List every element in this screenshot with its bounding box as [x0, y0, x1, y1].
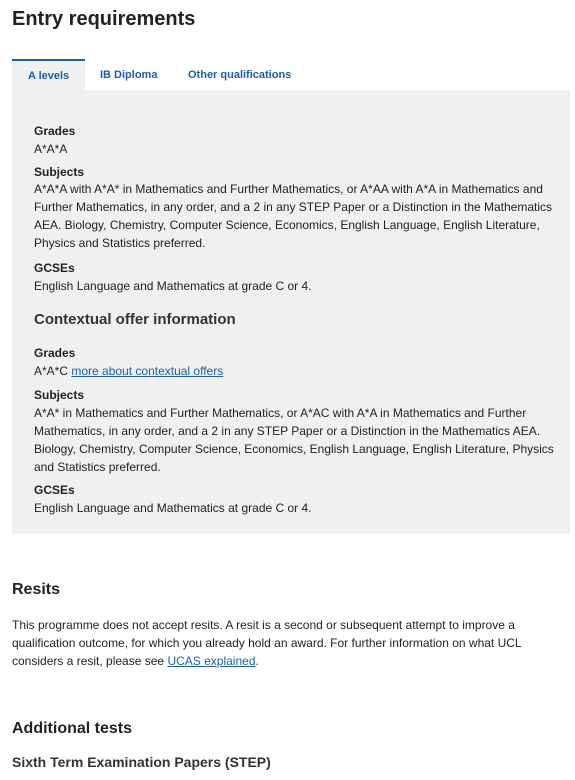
gcses-text: English Language and Mathematics at grade C or 4.	[34, 279, 312, 293]
contextual-gcses-label: GCSEs	[34, 483, 75, 497]
subjects-label: Subjects	[34, 165, 85, 179]
qualification-tabs	[12, 59, 570, 90]
contextual-grades-row	[34, 362, 564, 380]
grades-label: Grades	[34, 124, 76, 138]
tab-other-qualifications[interactable]	[172, 59, 302, 90]
contextual-gcses-text: English Language and Mathematics at grade C or 4.	[34, 501, 312, 515]
tab-a-levels-label: A levels	[28, 70, 70, 82]
tab-other-qualifications-label: Other qualifications	[188, 69, 292, 81]
resits-period: .	[255, 654, 259, 668]
contextual-offer-heading: Contextual offer information	[34, 311, 236, 328]
tab-a-levels[interactable]	[12, 59, 85, 90]
contextual-subjects-label: Subjects	[34, 388, 85, 402]
contextual-grades-value: A*A*C	[34, 364, 69, 378]
page-title: Entry requirements	[12, 8, 196, 30]
grades-value: A*A*A	[34, 142, 68, 156]
contextual-grades-label: Grades	[34, 346, 76, 360]
gcses-label: GCSEs	[34, 261, 75, 275]
contextual-offers-link[interactable]: more about contextual offers	[71, 364, 224, 378]
tab-ib-diploma[interactable]	[85, 59, 172, 90]
resits-title: Resits	[12, 581, 61, 598]
contextual-subjects-text: A*A* in Mathematics and Further Mathematics, or A*AC with A*A in Mathematics and Further Mathematics, in any order, and a 2 in any STEP Paper or a Distinction in the Mathematics AEA. Biology, Chemistry, Computer Science, Economics, English Language, English Literature, Physics and Statistics preferred.	[34, 406, 554, 474]
additional-tests-title: Additional tests	[12, 720, 133, 737]
step-heading: Sixth Term Examination Papers (STEP)	[12, 754, 271, 770]
subjects-text: A*A*A with A*A* in Mathematics and Further Mathematics, or A*AA with A*A in Mathematics and Further Mathematics, in any order, and a 2 in any STEP Paper or a Distinction in the Mathematics AEA. Biology, Chemistry, Computer Science, Economics, English Language, English Literature, Physics and Statistics preferred.	[34, 182, 553, 250]
resits-text	[12, 616, 552, 670]
ucas-explained-link[interactable]: UCAS explained	[167, 654, 256, 668]
a-levels-panel	[12, 90, 570, 534]
tab-ib-diploma-label: IB Diploma	[100, 69, 158, 81]
resits-body: This programme does not accept resits. A resit is a second or subsequent attempt to improve a qualification outcome, for which you already hold an award. For further information on what UCL considers a resit, please see	[12, 618, 522, 668]
